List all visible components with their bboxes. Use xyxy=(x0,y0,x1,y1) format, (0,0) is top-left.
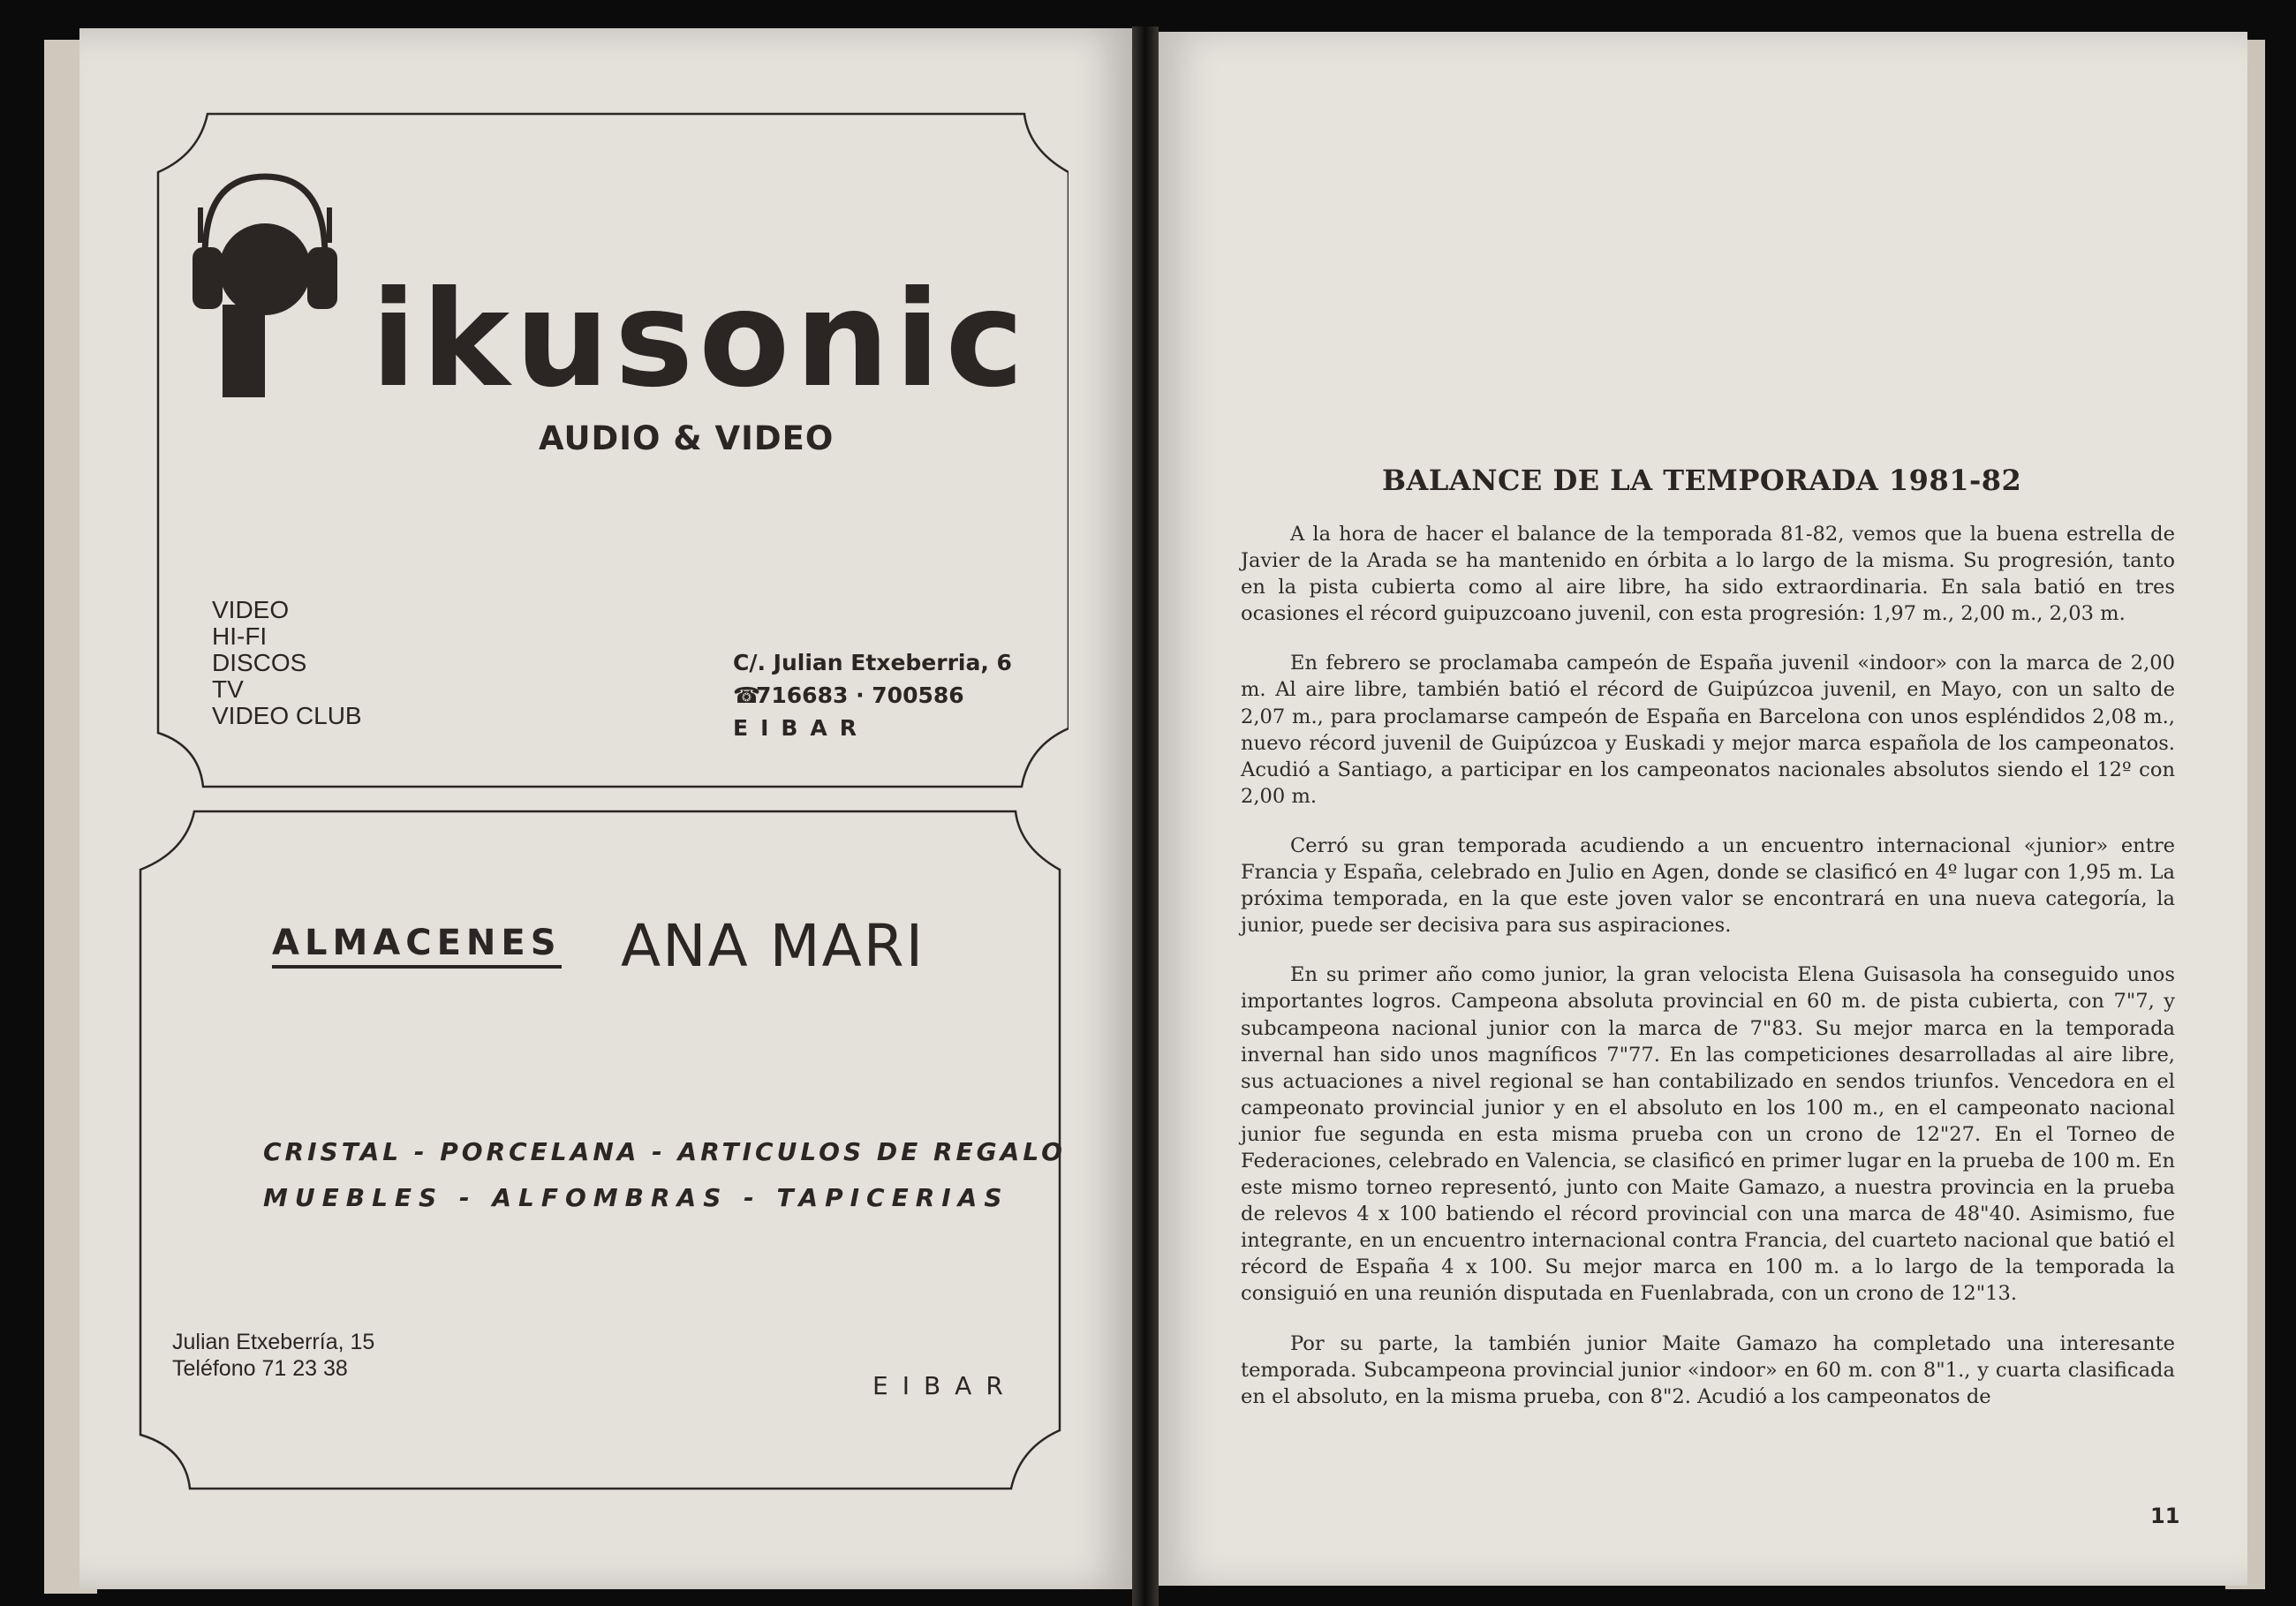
article-title: BALANCE DE LA TEMPORADA 1981-82 xyxy=(1382,464,2022,497)
page-number: 11 xyxy=(2150,1504,2180,1528)
ikusonic-logo-text: ikusonic xyxy=(371,263,1030,417)
anamari-name: ANA MARI xyxy=(621,912,925,980)
book-gutter xyxy=(1132,26,1159,1606)
headphones-icon xyxy=(185,172,344,402)
article-body xyxy=(1241,521,2175,1433)
ikusonic-city: EIBAR xyxy=(733,715,870,741)
ikusonic-address: C/. Julian Etxeberria, 6 xyxy=(733,650,1012,675)
anamari-phone: Teléfono 71 23 38 xyxy=(172,1356,348,1381)
telephone-icon: ☎ xyxy=(733,682,761,708)
anamari-city: EIBAR xyxy=(872,1371,1017,1400)
ikusonic-phone-row xyxy=(733,679,1012,712)
anamari-prefix: ALMACENES xyxy=(272,923,562,969)
article-paragraph: Por su parte, la también junior Maite Gamazo ha completado una interesante temporada. Subcampeona provincial junior «indoor» en 60 m. con 8"1., y cuarta clasificada en el absoluto, en la misma prueba, con 8"2. Acudió a los campeonatos de xyxy=(1241,1331,2175,1408)
anamari-products-line1: CRISTAL - PORCELANA - ARTICULOS DE REGALO xyxy=(263,1137,1066,1166)
ikusonic-contact xyxy=(733,646,1012,744)
anamari-address: Julian Etxeberría, 15 xyxy=(172,1330,375,1354)
article-paragraph: Cerró su gran temporada acudiendo a un encuentro internacional «junior» entre Francia y España, celebrado en Julio en Agen, donde se clasificó en 4º lugar con 1,95 m. La próxima temporada, en la que este joven valor se encontrará en una nueva categoría, la junior, puede ser decisiva para sus aspiraciones. xyxy=(1241,833,2175,938)
service-item: VIDEO xyxy=(212,596,290,623)
ikusonic-tagline: AUDIO & VIDEO xyxy=(539,419,835,457)
article-paragraph: En febrero se proclamaba campeón de España juvenil «indoor» con la marca de 2,00 m. Al aire libre, también batió el récord de Guipúzcoa juvenil, en Mayo, con un salto de 2,07 m., para proclamarse campeón de España en Barcelona con unos espléndidos 2,08 m., nuevo récord juvenil de Guipúzcoa y Euskadi y mejor marca española de los campeonatos. Acudió a Santiago, a participar en los campeonatos nacionales absolutos siendo el 12º con 2,00 m. xyxy=(1241,652,2175,808)
service-item: VIDEO CLUB xyxy=(212,702,362,729)
anamari-contact xyxy=(172,1329,374,1382)
service-item: TV xyxy=(212,675,244,703)
ikusonic-services-list xyxy=(212,597,362,729)
service-item: DISCOS xyxy=(212,649,307,676)
article-paragraph: A la hora de hacer el balance de la temporada 81-82, vemos que la buena estrella de Javier de la Arada se ha mantenido en órbita a lo largo de la misma. Su progresión, tanto en la pista cubierta como al aire libre, ha sido extraordinaria. En sala batió en tres ocasiones el récord guipuzcoano juvenil, con esta progresión: 1,97 m., 2,00 m., 2,03 m. xyxy=(1241,523,2175,626)
anamari-products-line2: MUEBLES - ALFOMBRAS - TAPICERIAS xyxy=(263,1183,1009,1212)
article-paragraph: En su primer año como junior, la gran velocista Elena Guisasola ha conseguido unos importantes logros. Campeona absoluta provincial en 60 m. de pista cubierta, con 7"7, y subcampeona nacional junior con la marca de 7"83. Su mejor marca en la temporada invernal han sido unos magníficos 7"77. En las competiciones desarrolladas al aire libre, sus actuaciones a nivel regional se han contabilizado en sendos triunfos. Vencedora en el campeonato provincial junior y en el absoluto en los 100 m., en el campeonato nacional junior fue segunda en esta misma prueba con un crono de 12"27. En el Torneo de Federaciones, celebrado en Valencia, se clasificó en primer lugar en la prueba de 100 m. En este mismo torneo representó, junto con Maite Gamazo, a nuestra provincia en la prueba de relevos 4 x 100 batiendo el récord provincial con una marca de 48"40. Asimismo, fue integrante, en un encuentro internacional contra Francia, del cuarteto nacional que batió el récord de España 4 x 100. Su mejor marca en 100 m. a lo largo de la temporada la consiguió en una reunión disputada en Fuenlabrada, con un crono de 12"13. xyxy=(1241,963,2175,1306)
ikusonic-phone: 716683 · 700586 xyxy=(756,682,964,708)
service-item: HI-FI xyxy=(212,622,268,650)
